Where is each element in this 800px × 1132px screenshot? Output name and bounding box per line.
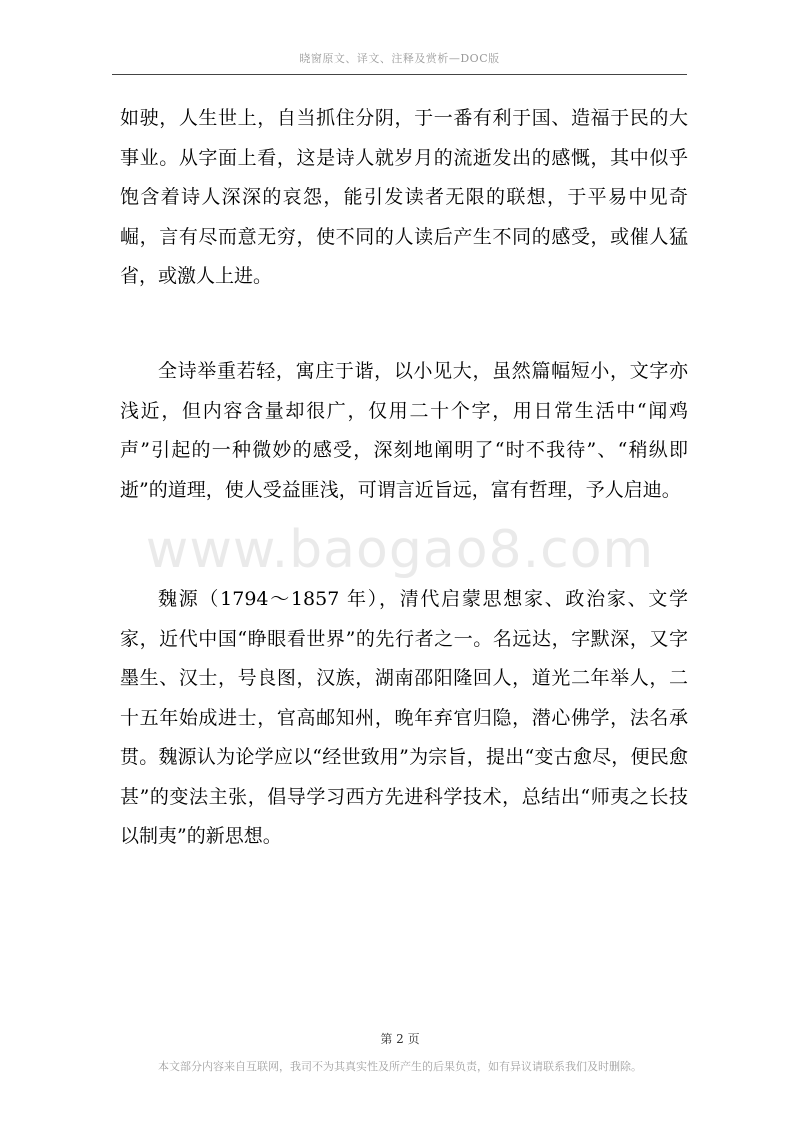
watermark: www.baogao8.com: [145, 520, 655, 580]
paragraph-author-bio: 魏源（1794～1857 年），清代启蒙思想家、政治家、文学家，近代中国“睁眼看世界”的先行者之一。名远达，字默深，又字墨生、汉士，号良图，汉族，湖南邵阳隆回人，道光二年举人，二十五年始成进士，官高邮知州，晚年弃官归隐，潜心佛学，法名承贯。魏源认为论学应以“经世致用”为宗旨，提出“变古愈尽，便民愈甚”的变法主张，倡导学习西方先进科学技术，总结出“师夷之长技以制夷”的新思想。: [120, 588, 688, 847]
paragraph-continuation: 如驶，人生世上，自当抓住分阴，于一番有利于国、造福于民的大事业。从字面上看，这是诗人就岁月的流逝发出的感慨，其中似乎饱含着诗人深深的哀怨，能引发读者无限的联想，于平易中见奇崛，言有尽而意无穷，使不同的人读后产生不同的感受，或催人猛省，或激人上进。: [120, 107, 688, 287]
header-divider: [112, 74, 687, 75]
document-header: 晓窗原文、译文、注释及赏析—DOC版: [299, 52, 500, 65]
paragraph-poem-analysis: 全诗举重若轻，寓庄于谐，以小见大，虽然篇幅短小，文字亦浅近，但内容含量却很广，仅用二十个字，用日常生活中“闻鸡声”引起的一种微妙的感受，深刻地阐明了“时不我待”、“稍纵即逝”的道理，使人受益匪浅，可谓言近旨远，富有哲理，予人启迪。: [120, 360, 688, 501]
footer-disclaimer: 本文部分内容来自互联网，我司不为其真实性及所产生的后果负责，如有异议请联系我们及时删除。: [158, 1060, 642, 1073]
page-number: 第 2 页: [380, 1032, 420, 1046]
